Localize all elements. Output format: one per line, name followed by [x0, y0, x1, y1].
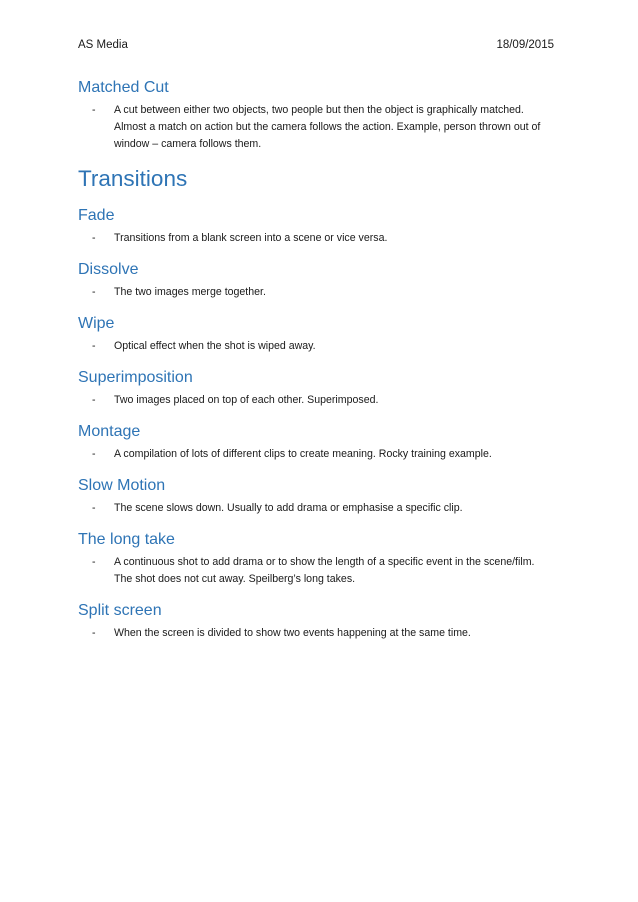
- heading-dissolve: Dissolve: [78, 261, 139, 278]
- bullet-marker: -: [92, 340, 96, 352]
- bullet-marker: -: [92, 502, 96, 514]
- heading-superimposition: Superimposition: [78, 369, 193, 386]
- document-body: [78, 78, 568, 642]
- header-subject: AS Media: [78, 39, 128, 51]
- list-item: [92, 446, 568, 463]
- bullet-text: Optical effect when the shot is wiped away.: [114, 340, 316, 352]
- header-date: 18/09/2015: [496, 39, 554, 51]
- bullet-text: The scene slows down. Usually to add drama or emphasise a specific clip.: [114, 502, 463, 514]
- list-item: [92, 625, 568, 642]
- bullet-text: A compilation of lots of different clips to create meaning. Rocky training example.: [114, 448, 492, 460]
- bullet-text: The two images merge together.: [114, 286, 266, 298]
- bullet-marker: -: [92, 394, 96, 406]
- list-item: [92, 554, 568, 588]
- list-item: [92, 338, 568, 355]
- list-item: [92, 392, 568, 409]
- heading-montage: Montage: [78, 423, 141, 440]
- bullet-text: [114, 102, 568, 153]
- list-item: [92, 284, 568, 301]
- heading-long-take: The long take: [78, 531, 175, 548]
- heading-fade: Fade: [78, 207, 115, 224]
- bullet-marker: -: [92, 104, 96, 116]
- list-item: [92, 102, 568, 153]
- heading-matched-cut: Matched Cut: [78, 79, 169, 96]
- heading-slow-motion: Slow Motion: [78, 477, 166, 494]
- bullet-line: A continuous shot to add drama or to show the length of a specific event in the scene/film.: [114, 556, 535, 568]
- bullet-marker: -: [92, 232, 96, 244]
- bullet-line: A cut between either two objects, two people but then the object is graphically matched.: [114, 104, 524, 116]
- bullet-text: [114, 554, 568, 588]
- bullet-line: The shot does not cut away. Speilberg’s long takes.: [114, 573, 356, 585]
- bullet-marker: -: [92, 448, 96, 460]
- bullet-marker: -: [92, 627, 96, 639]
- list-item: [92, 500, 568, 517]
- bullet-line: window – camera follows them.: [114, 138, 262, 150]
- bullet-text: Transitions from a blank screen into a scene or vice versa.: [114, 232, 388, 244]
- bullet-line: Almost a match on action but the camera follows the action. Example, person thrown out of: [114, 121, 541, 133]
- heading-wipe: Wipe: [78, 315, 115, 332]
- heading-transitions: Transitions: [78, 166, 188, 191]
- list-item: [92, 230, 568, 247]
- bullet-marker: -: [92, 286, 96, 298]
- heading-split-screen: Split screen: [78, 602, 162, 619]
- bullet-marker: -: [92, 556, 96, 568]
- bullet-text: When the screen is divided to show two events happening at the same time.: [114, 627, 471, 639]
- bullet-text: Two images placed on top of each other. Superimposed.: [114, 394, 379, 406]
